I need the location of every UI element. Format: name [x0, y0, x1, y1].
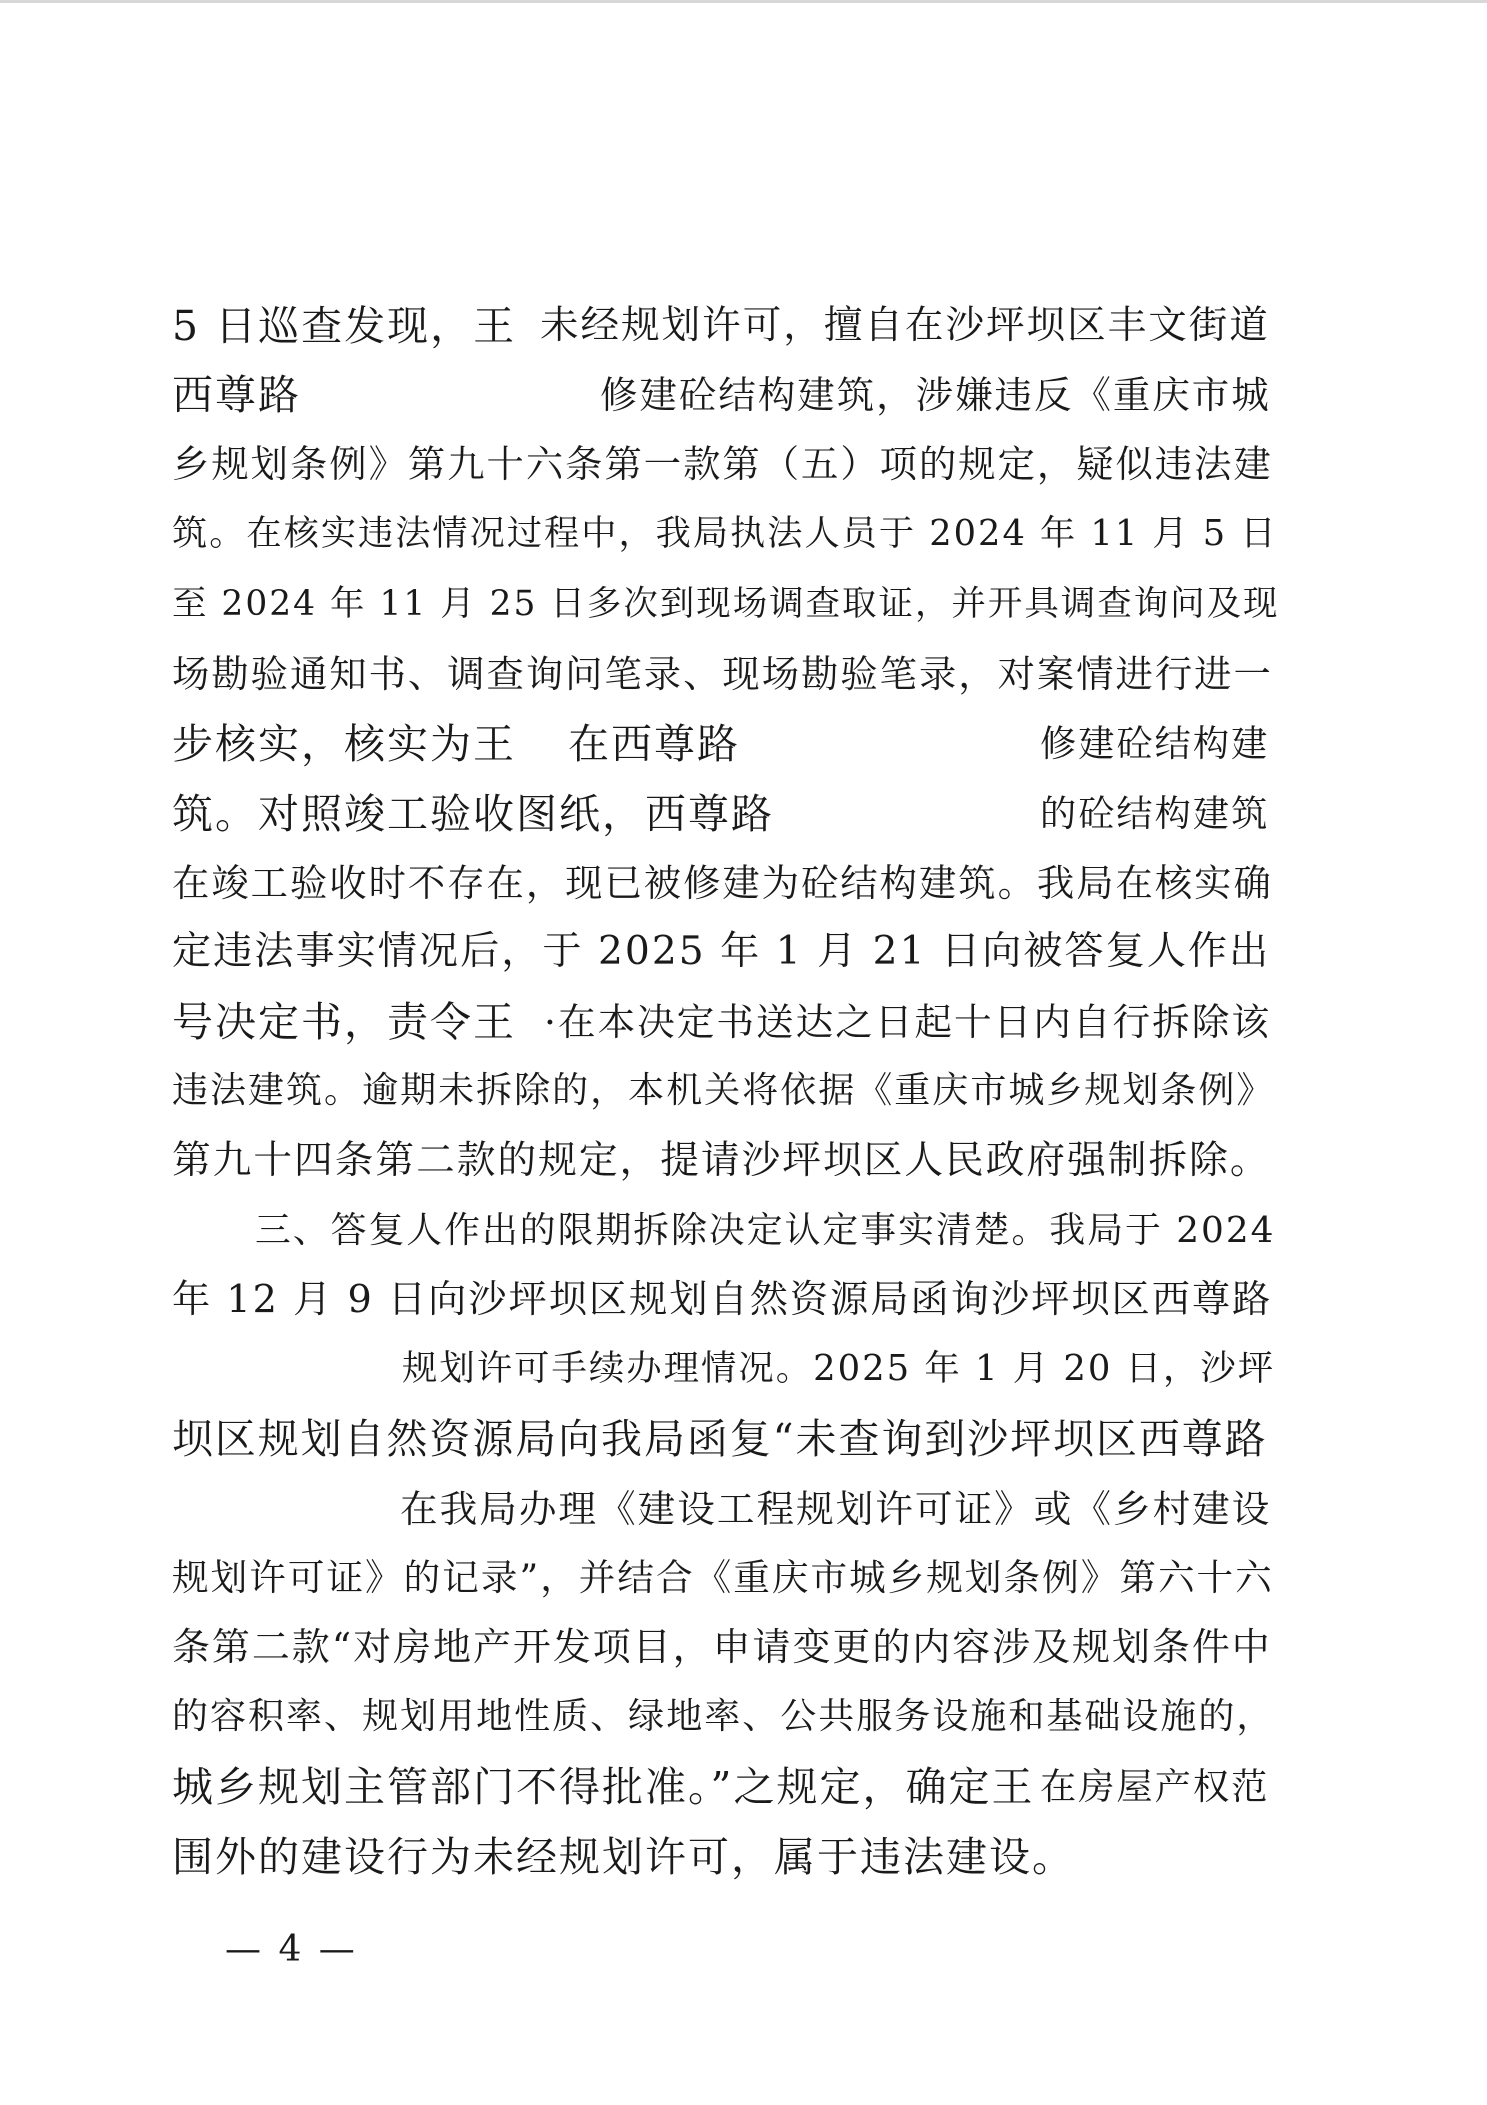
text-line — [0, 1479, 1487, 1539]
text-segment: 的容积率、规划用地性质、绿地率、公共服务设施和基础设施的， — [172, 1696, 1275, 1737]
text-line — [0, 1757, 1487, 1817]
text-segment: 未经规划许可，擅自在沙坪坝区丰文街道 — [540, 303, 1270, 348]
text-line — [0, 1131, 1487, 1191]
text-segment: 场勘验通知书、调查询问笔录、现场勘验笔录，对案情进行进一 — [172, 652, 1273, 696]
text-segment: 修建砼结构建 — [1040, 722, 1270, 765]
text-line — [0, 1827, 1487, 1887]
text-line — [0, 784, 1487, 844]
text-line — [0, 922, 1487, 982]
text-segment: 筑。在核实违法情况过程中，我局执法人员于 2024 年 11 月 5 日 — [172, 513, 1278, 554]
text-line — [0, 1409, 1487, 1469]
text-segment: 的砼结构建筑 — [1040, 792, 1270, 835]
text-segment: 定违法事实情况后，于 2025 年 1 月 21 日向被答复人作出 — [172, 929, 1271, 974]
text-segment: 规划许可证》的记录”，并结合《重庆市城乡规划条例》第六十六 — [172, 1556, 1274, 1599]
text-line — [0, 1617, 1487, 1677]
text-line — [0, 504, 1487, 564]
text-line — [0, 296, 1487, 356]
text-segment: 修建砼结构建筑，涉嫌违反《重庆市城 — [600, 373, 1271, 417]
text-segment: 第九十四条第二款的规定，提请沙坪坝区人民政府强制拆除。 — [172, 1138, 1271, 1183]
text-segment: 围外的建设行为未经规划许可，属于违法建设。 — [172, 1833, 1075, 1881]
text-line — [0, 1339, 1487, 1399]
text-line — [0, 1061, 1487, 1121]
text-segment: 步核实，核实为王 — [172, 720, 516, 768]
text-segment: 在竣工验收时不存在，现已被修建为砼结构建筑。我局在核实确 — [172, 861, 1273, 905]
text-segment: 乡规划条例》第九十六条第一款第（五）项的规定，疑似违法建 — [172, 442, 1273, 486]
text-segment: 筑。对照竣工验收图纸，西尊路 — [172, 790, 774, 838]
text-line — [0, 1270, 1487, 1330]
text-line — [0, 365, 1487, 425]
text-line — [0, 574, 1487, 634]
text-segment: 在我局办理《建设工程规划许可证》或《乡村建设 — [400, 1487, 1272, 1531]
text-segment: ·在本决定书送达之日起十日内自行拆除该 — [544, 1000, 1271, 1044]
text-segment: 坝区规划自然资源局向我局函复“未查询到沙坪坝区西尊路 — [172, 1415, 1268, 1463]
text-segment: 年 12 月 9 日向沙坪坝区规划自然资源局函询沙坪坝区西尊路 — [172, 1278, 1273, 1322]
text-segment: 5 日巡查发现，王 — [172, 302, 517, 350]
text-line — [0, 644, 1487, 704]
text-segment: 在西尊路 — [568, 720, 740, 768]
text-line — [0, 853, 1487, 913]
text-segment: 三、答复人作出的限期拆除决定认定事实清楚。我局于 2024 — [255, 1210, 1276, 1251]
text-segment: 规划许可手续办理情况。2025 年 1 月 20 日，沙坪 — [402, 1348, 1276, 1389]
text-line — [0, 1548, 1487, 1608]
text-line — [0, 1687, 1487, 1747]
text-line — [0, 714, 1487, 774]
text-segment: 在房屋产权范 — [1040, 1765, 1270, 1808]
text-line — [0, 434, 1487, 494]
text-segment: 条第二款“对房地产开发项目，申请变更的内容涉及规划条件中 — [172, 1625, 1272, 1669]
page-number: — 4 — — [225, 1929, 358, 1970]
text-segment: 号决定书，责令王 — [172, 998, 516, 1046]
text-segment: 至 2024 年 11 月 25 日多次到现场调查取证，并开具调查询问及现 — [172, 584, 1280, 624]
text-segment: 城乡规划主管部门不得批准。”之规定，确定王 — [172, 1763, 1035, 1811]
text-line — [0, 1201, 1487, 1261]
text-segment: 西尊路 — [172, 371, 301, 419]
text-segment: 违法建筑。逾期未拆除的，本机关将依据《重庆市城乡规划条例》 — [172, 1070, 1275, 1111]
text-line — [0, 992, 1487, 1052]
